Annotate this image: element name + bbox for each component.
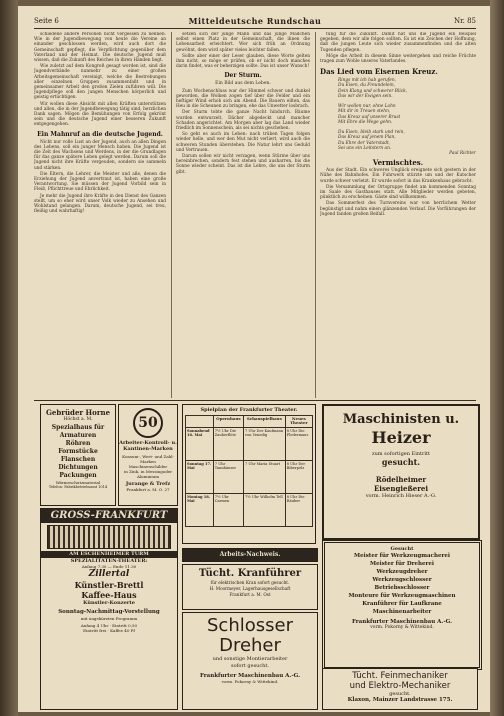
text-line: Mit dir in Treuen stehn,: [338, 109, 391, 115]
paragraph: So geht es auch im Leben: nach trüben Tagen folgen wieder helle, und wer den Mut nicht verliert, wird auch die schweren Stunden überstehen. Die Natur lehrt uns Geduld und Vertrauen.: [176, 132, 310, 153]
text-line: Du Ehre der Vaterstadt,: [338, 140, 391, 146]
article-subheading: Ein Bild aus dem Leben.: [215, 81, 271, 87]
column-2: [176, 32, 310, 398]
ad-konzert: Künstler-Konzerte: [83, 600, 135, 606]
paragraph: Je mehr die Jugend ihre Kräfte in den Dienst des Ganzen stellt, um so eher wird unser Volk wieder zu Ansehen und Wohlstand gelangen. Darum, deutsche Jugend, sei treu, fleißig und wahrhaftig!: [34, 193, 166, 215]
table-cell: 8 Uhr Die Fledermaus: [285, 427, 312, 460]
text-line: Spezialhaus für: [51, 424, 105, 431]
text-line: Dichtungen: [58, 464, 98, 471]
paragraph: Sollte aber einer der Leser glauben, diese Worte gelten ihm nicht, so möge er prüfen, ob er nicht doch manches darin findet, was er beherzigen sollte. Das ist unser Wunsch!: [176, 53, 310, 70]
ad-kuenstler-brettl: Künstler-Brettl: [74, 580, 144, 590]
paragraph: Das Sommerfest des Turnvereins war von herrlichem Wetter begünstigt und nahm einen glänzenden Verlauf. Die Vorführungen der Jugend fanden großen Beifall.: [320, 201, 476, 217]
ad-title: Tücht. Kranführer: [198, 568, 302, 579]
text-line: und sonstige Montierarbeiter: [212, 656, 288, 662]
paragraph: Die Versammlung der Ortsgruppe findet am kommenden Sonntag im Saale des Gasthauses statt. Alle Mitglieder werden gebeten, pünktlich zu erscheinen. Gäste sind willkommen.: [320, 184, 476, 201]
ad-title-2: Heizer: [371, 428, 431, 447]
paragraph: Möge die Arbeit in diesem Sinne weitergehen und reiche Früchte tragen zum Wohle unseres Vaterlandes.: [320, 53, 476, 65]
ad-job-list: [325, 552, 479, 616]
book-spine: [0, 0, 18, 716]
ad-firm: Frankfurter Maschinenbau A.-G.: [351, 619, 453, 625]
ad-foot: Eintritt frei · Kaffee 40 Pf: [83, 628, 135, 633]
theater-schedule: [182, 404, 316, 544]
table-cell: 7 Uhr Der Kaufmann von Venedig: [243, 427, 285, 460]
paragraph: Die Eltern, die Lehrer, die Meister und alle, denen die Erziehung der Jugend anvertraut ist, haben eine große Verantwortung. Sie müssen der Jugend Vorbild sein in Fleiß, Pflichttreue und Ehrlichkeit.: [34, 171, 166, 193]
text-line: in Zink, in Messingoder Aluminium: [123, 469, 173, 479]
table-cell: 7 Uhr Maria Stuart: [243, 460, 285, 493]
ad-title-2: und Elektro-Mechaniker: [349, 681, 451, 691]
table-cell: 8 Uhr Der Biberpelz: [285, 460, 312, 493]
paragraph: Zum Wochenschluss war der Himmel schwer und dunkel geworden, die Wolken zogen tief über die Felder und ein heftiger Wind erhob sich am Abend. Die Bauern eilten, das Heu in die Scheunen zu bringen, ehe das Unwetter losbrach.: [176, 88, 310, 110]
column-divider: [315, 32, 316, 398]
section-title: Arbeits-Nachweis.: [219, 551, 281, 558]
ad-title: Tücht. Feinmechaniker: [352, 671, 448, 681]
text-line: Monteure für Werkzeugmaschinen: [348, 593, 456, 599]
text-line: Dein Klang und schwerer Blick,: [338, 88, 408, 94]
ad-firm: Jurange & Trefz: [125, 481, 171, 487]
ad-firm-2: Eisengießerei: [373, 484, 429, 493]
ad-gross-frankfurt: [40, 508, 178, 710]
text-line: Formstücke: [58, 448, 98, 455]
building-illustration: [47, 525, 171, 549]
text-line: Du Eisen, bleib stark und rein,: [338, 130, 405, 136]
paragraph: Aus der Stadt. Ein schweres Unglück ereignete sich gestern in der Nähe des Bahnhofes. Ein Fuhrwerk stürzte um und der Kutscher wurde schwer verletzt. Er wurde sofort in das Krankenhaus gebracht.: [320, 168, 476, 184]
ad-firm: Klaxon, Mainzer Landstrasse 175.: [347, 697, 453, 703]
ad-anfang: Anfang 4 Uhr · Eintritt 0,50: [80, 623, 138, 628]
paragraph: tung für die Zukunft. Damit hat uns die Jugend ein Beispiel gegeben, dem wir alle folgen sollten. Es ist ein Zeichen der Hoffnung, daß die jungen Leute sich wieder zusammenfinden und die alten Tugenden pflegen.: [320, 32, 476, 53]
text-line: Werkzeugdreher: [376, 569, 428, 575]
ad-city: Frankfurt a. M. O. 27: [126, 487, 170, 492]
ads-divider: [34, 400, 476, 401]
text-line: Röhren: [65, 440, 91, 447]
text-line: Werkzeugschlosser: [372, 577, 432, 583]
theater-table: [185, 415, 313, 527]
text-line: Betriebsschlosser: [374, 585, 430, 591]
table-cell: 7½ Uhr Carmen: [213, 493, 243, 526]
ad-maschinisten-heizer: [322, 404, 480, 540]
paragraph: setzen sich der junge Mann und das junge Mädchen selbst einen Platz in der Gemeinschaft, die ihnen die Lebensarbeit erleichtert. Wer sich früh an Ordnung gewöhnt, dem wird später vieles leichter fallen.: [176, 32, 310, 53]
table-row: [186, 493, 313, 526]
column-divider: [171, 32, 172, 398]
text-line: sofort gesucht.: [231, 663, 269, 669]
text-line: Rings mit ich hab gerufen,: [338, 78, 396, 84]
article-heading: Der Sturm.: [224, 72, 262, 80]
text-line: Wir wollen nur, ohne Lohn: [338, 104, 396, 110]
text-line: Armaturen: [59, 432, 97, 439]
page-number: Seite 6: [34, 17, 59, 25]
ad-line: SPEZIALITÄTEN-THEATER:: [70, 558, 148, 564]
ad-firm: Frankfurter Maschinenbau A.-G.: [199, 673, 301, 679]
column-3: [320, 32, 476, 398]
table-row: [186, 460, 313, 493]
table-header: Schauspielhaus: [243, 416, 285, 428]
text-line: Meister für Dreherei: [370, 561, 434, 567]
issue-number: Nr. 85: [453, 17, 476, 25]
ad-title: Arbeiter-Kontroll- u. Kantinen-Marken: [119, 440, 177, 452]
text-line: Das Kreuz auf jenem Plan,: [338, 135, 396, 141]
paragraph: Wie zuletzt auf dem Kongreß gesagt worden ist, sind die Jugendverbände nunmehr zu einer großen Arbeitsgemeinschaft vereinigt, welche die Bestrebungen aller einzelnen Gruppen zusammenfaßt und in gemeinsamer Arbeit den großen Zielen zuführen will. Die Jugendpflege soll den jungen Menschen körperlich und geistig ertüchtigen.: [34, 64, 166, 101]
poem-signature: Paul Richter: [449, 151, 476, 157]
newspaper-page: [18, 6, 490, 712]
ad-schlosser-dreher: [182, 612, 318, 710]
column-1: [34, 32, 166, 398]
text-line: für elektrischen Kran sofort gesucht.: [210, 580, 290, 585]
ad-title-2: Dreher: [219, 635, 281, 656]
ad-text: [183, 580, 317, 598]
table-cell-day: Sonnabend 16. Mai: [186, 427, 214, 460]
ad-title: GROSS-FRANKFURT: [41, 509, 177, 523]
ad-title: Gesucht: [390, 546, 414, 552]
table-cell: 7 Uhr Tannhäuser: [213, 460, 243, 493]
paragraph: schiedene andere Personen nicht vergessen zu nennen. Wie in der Jugendbewegung von heute die Vereine an einander geschlossen werden, wird auch dort die Gemeinschaft gepflegt, die Verpflichtung gegenüber dem Vaterland und der Heimat. Die deutsche Jugend muß wissen, daß die Zukunft des Reiches in ihren Händen liegt.: [34, 32, 166, 64]
ad-location: AM ESCHENHEIMER TURM: [41, 551, 177, 558]
table-row: [186, 427, 313, 460]
text-line: Sei uns ein Leitstern an.: [338, 145, 392, 151]
ad-gebrueder-horne: [40, 404, 116, 506]
ad-title: Maschinisten u.: [342, 412, 460, 427]
ad-phone: Telefon: Fabrikbetriebsamt 1014: [48, 485, 108, 489]
text-line: Frankfurt a. M. Ost: [229, 592, 271, 597]
ad-sub: gesucht.: [389, 691, 411, 697]
paragraph: Darum sollen wir nicht verzagen, wenn Stürme über uns hereinbrechen, sondern fest stehen und ausharren, bis die Sonne wieder scheint. Das ist die Lehre, die uns der Sturm gibt.: [176, 154, 310, 175]
table-cell: 7½ Uhr Wilhelm Tell: [243, 493, 285, 526]
text-line: Meister für Werkzeugmacherei: [354, 553, 450, 559]
text-line: H. Moormeyer, Lagerhausgesellschaft: [209, 586, 291, 591]
ad-kaffee-haus: Kaffee-Haus: [81, 590, 137, 600]
article-heading: Ein Mahnruf an die deutsche Jugend.: [37, 130, 163, 138]
ad-firm-3: vorm. Heinrich Hieser A.-G.: [365, 493, 437, 499]
section-arbeits-nachweis: [182, 548, 318, 562]
text-line: Konsum-, Wert- und Zahl-Marken: [122, 454, 174, 464]
ad-subtitle: Höchst a. M.: [63, 417, 93, 422]
ad-sub-2: gesucht.: [381, 457, 421, 467]
ad-product-list: [41, 424, 115, 480]
text-line: Kranführer für Laufkrane: [362, 601, 442, 607]
page-edge: [490, 0, 504, 716]
ad-hours: Anfang 7.30 — Ende 11.30: [81, 564, 137, 569]
ad-kranfuehrer: [182, 564, 318, 610]
ad-title: Schlosser: [207, 615, 293, 636]
ad-gesucht: [322, 540, 482, 670]
ad-feinmechaniker: [322, 668, 478, 710]
ad-number-badge: 50: [133, 408, 163, 438]
ad-text: [119, 454, 177, 479]
text-line: Maschinenschilder: [128, 464, 168, 469]
newspaper-title: Mitteldeutsche Rundschau: [188, 16, 322, 26]
page-header: [34, 16, 476, 29]
text-line: Packungen: [59, 472, 97, 479]
ad-sub: zum sofortigen Eintritt: [371, 451, 431, 457]
paragraph: Der Sturm tobte die ganze Nacht hindurch. Bäume wurden entwurzelt, Dächer abgedeckt und mancher Schaden angerichtet. Am Morgen aber lag das Land wieder friedlich im Sonnenschein, als sei nichts geschehen.: [176, 110, 310, 132]
text-line: Mit Ehre die Wege gehn.: [338, 119, 393, 125]
table-header: Neues Theater: [285, 416, 312, 428]
text-line: Das Kreuz auf unserer Brust: [338, 114, 401, 120]
section-heading: Vermischtes.: [372, 158, 424, 168]
text-line: Flanschen: [60, 456, 96, 463]
text-line: Das wir der Ewigen sein.: [338, 93, 393, 99]
table-cell: 7½ Uhr Die Zauberflöte: [213, 427, 243, 460]
table-cell: 8 Uhr Die Räuber: [285, 493, 312, 526]
paragraph: Nicht nur volle Lust an der Jugend, auch an allen Dingen des Lebens, soll ein junger Mensch haben. Die Jugend ist die Zeit des Wachsens und Werdens, in der die Grundlagen für das ganze spätere Leben gelegt werden. Darum soll die Jugend nicht ihre Kräfte vergeuden, sondern sie sammeln und stärken.: [34, 139, 166, 171]
ad-sonntag-sub: mit ungekürzten Programm: [80, 616, 138, 621]
ad-kontroll-marken: [118, 404, 178, 506]
theater-title: Spielplan der Frankfurter Theater.: [200, 407, 298, 413]
table-cell-day: Sonntag 17. Mai: [186, 460, 214, 493]
table-cell-day: Montag 18. Mai: [186, 493, 214, 526]
table-header: Opernhaus: [213, 416, 243, 428]
ad-show: Zillertal: [88, 569, 130, 579]
ad-firm-sub: vorm. Pokorny & Wittekind.: [370, 625, 434, 630]
paragraph: Wir wollen diese Absicht mit allen Kräften unterstützen und allen, die in der Jugendbewegung tätig sind, herzlichen Dank sagen. Mögen die Bemühungen von Erfolg gekrönt sein und die deutsche Jugend einer besseren Zukunft entgegengehen.: [34, 101, 166, 128]
poem-title: Das Lied vom Eisernen Kreuz.: [320, 67, 438, 77]
table-header: [186, 416, 214, 428]
ad-footer: Wärmeschutzmaterial: [55, 480, 101, 485]
poem: [320, 78, 476, 151]
text-line: Du Eisen, du Freundelein,: [338, 83, 396, 89]
text-line: Maschinenarbeiter: [372, 609, 432, 615]
ad-firm: Rödelheimer: [375, 475, 427, 484]
ad-text: [183, 656, 317, 670]
ad-firm-sub: vorm. Pokorny & Wittekind.: [221, 679, 279, 684]
ad-title: Gebrüder Horne: [45, 408, 111, 417]
ad-sonntag: Sonntag-Nachmittag-Vorstellung: [58, 609, 160, 615]
